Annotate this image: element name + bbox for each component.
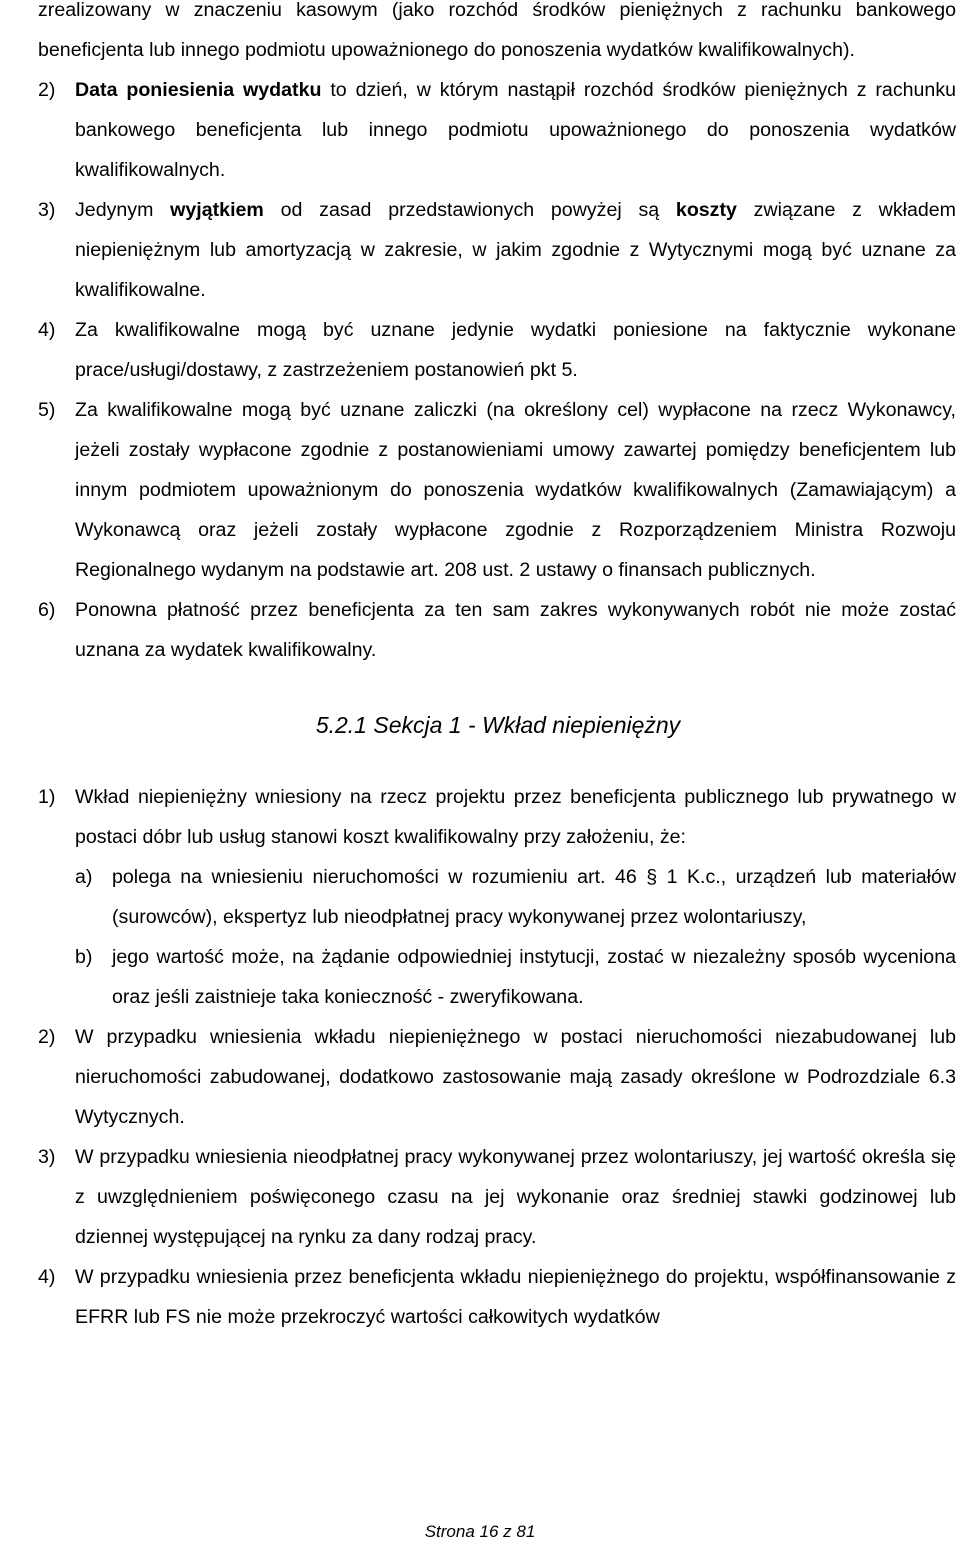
- item-number: 3): [38, 199, 56, 221]
- item-text: Ponowna płatność przez beneficjenta za ten sam zakres wykonywanych robót nie może zostać uznana za wydatek kwalifikowalny.: [75, 599, 956, 661]
- sub-item-text-part: polega na wniesieniu nieruchomości w rozumieniu art. 46: [112, 866, 647, 888]
- item-number: 4): [38, 1266, 56, 1288]
- list-item: [38, 777, 956, 1017]
- sub-item-text: [112, 857, 956, 937]
- item-text-part: związane z wkładem niepieniężnym lub amortyzacją w zakresie, w jakim zgodnie z Wytycznymi mogą być uznane za kwalifikowalne.: [75, 199, 956, 301]
- sub-list-item: [75, 857, 956, 937]
- item-number: 2): [38, 1026, 56, 1048]
- list-item: [38, 390, 956, 590]
- item-text: W przypadku wniesienia wkładu niepieniężnego w postaci nieruchomości niezabudowanej lub nieruchomości zabudowanej, dodatkowo zastosowanie mają zasady określone w Podrozdziale 6.3 Wytycznych.: [75, 1026, 956, 1128]
- item-number: 3): [38, 1146, 56, 1168]
- list-item: [38, 590, 956, 670]
- sub-item-text-part: 1 K.c., urządzeń lub materiałów (surowców), ekspertyz lub nieodpłatnej pracy wykonywanej przez wolontariuszy,: [112, 866, 956, 928]
- sub-item-text: jego wartość może, na żądanie odpowiedniej instytucji, zostać w niezależny sposób wyceniona oraz jeśli zaistnieje taka konieczność - zweryfikowana.: [112, 946, 956, 1008]
- bold-term: Data poniesienia wydatku: [75, 79, 322, 101]
- continuation-paragraph: zrealizowany w znaczeniu kasowym (jako rozchód środków pieniężnych z rachunku bankowego beneficjenta lub innego podmiotu upoważnionego do ponoszenia wydatków kwalifikowalnych).: [38, 0, 956, 61]
- list-item: [38, 70, 956, 190]
- item-number: 2): [38, 79, 56, 101]
- item-text: W przypadku wniesienia nieodpłatnej pracy wykonywanej przez wolontariuszy, jej wartość określa się z uwzględnieniem poświęconego czasu na jej wykonanie oraz średniej stawki godzinowej lub dziennej występującej na rynku za dany rodzaj pracy.: [75, 1146, 956, 1248]
- list-general-rules: [38, 70, 956, 670]
- item-text-part: od zasad przedstawionych powyżej są: [263, 199, 676, 221]
- section-sign: §: [646, 866, 658, 888]
- list-item: [38, 310, 956, 390]
- item-text: Wkład niepieniężny wniesiony na rzecz projektu przez beneficjenta publicznego lub prywatnego w postaci dóbr lub usług stanowi koszt kwalifikowalny przy założeniu, że:: [75, 786, 956, 848]
- item-text-rest: to dzień, w którym nastąpił rozchód środków pieniężnych z rachunku bankowego beneficjenta lub innego podmiotu upoważnionego do ponoszenia wydatków kwalifikowalnych.: [75, 79, 957, 181]
- bold-term: koszty: [675, 199, 737, 221]
- item-text: [75, 190, 956, 310]
- list-item: [38, 1017, 956, 1137]
- document-page: [38, 0, 956, 1337]
- section-heading: 5.2.1 Sekcja 1 - Wkład niepieniężny: [315, 712, 681, 738]
- item-number: 4): [38, 319, 56, 341]
- list-item: [38, 1257, 956, 1337]
- item-number: 5): [38, 399, 56, 421]
- item-number: 1): [38, 786, 56, 808]
- item-text: Za kwalifikowalne mogą być uznane zaliczki (na określony cel) wypłacone na rzecz Wykonawcy, jeżeli zostały wypłacone zgodnie z postanowieniami umowy zawartej pomiędzy beneficjentem lub innym podmiotem upoważnionym do ponoszenia wydatków kwalifikowalnych (Zamawiającym) a Wykonawcą oraz jeżeli zostały wypłacone zgodnie z Rozporządzeniem Ministra Rozwoju Regionalnego wydanym na podstawie art. 208 ust. 2 ustawy o finansach publicznych.: [75, 399, 956, 581]
- list-item: [38, 1137, 956, 1257]
- list-in-kind-contribution: [38, 777, 956, 1337]
- sub-item-letter: a): [75, 866, 93, 888]
- item-text: [75, 70, 956, 190]
- item-text: Za kwalifikowalne mogą być uznane jedynie wydatki poniesione na faktycznie wykonane prace/usługi/dostawy, z zastrzeżeniem postanowień pkt 5.: [75, 319, 956, 381]
- list-item: [38, 190, 956, 310]
- page-number-footer: Strona 16 z 81: [424, 1522, 536, 1541]
- sub-item-letter: b): [75, 946, 93, 968]
- bold-term: wyjątkiem: [170, 199, 264, 221]
- sub-list-item: [75, 937, 956, 1017]
- item-number: 6): [38, 599, 56, 621]
- item-text-part: Jedynym: [75, 199, 171, 221]
- item-text: W przypadku wniesienia przez beneficjenta wkładu niepieniężnego do projektu, współfinansowanie z EFRR lub FS nie może przekroczyć wartości całkowitych wydatków: [75, 1266, 956, 1328]
